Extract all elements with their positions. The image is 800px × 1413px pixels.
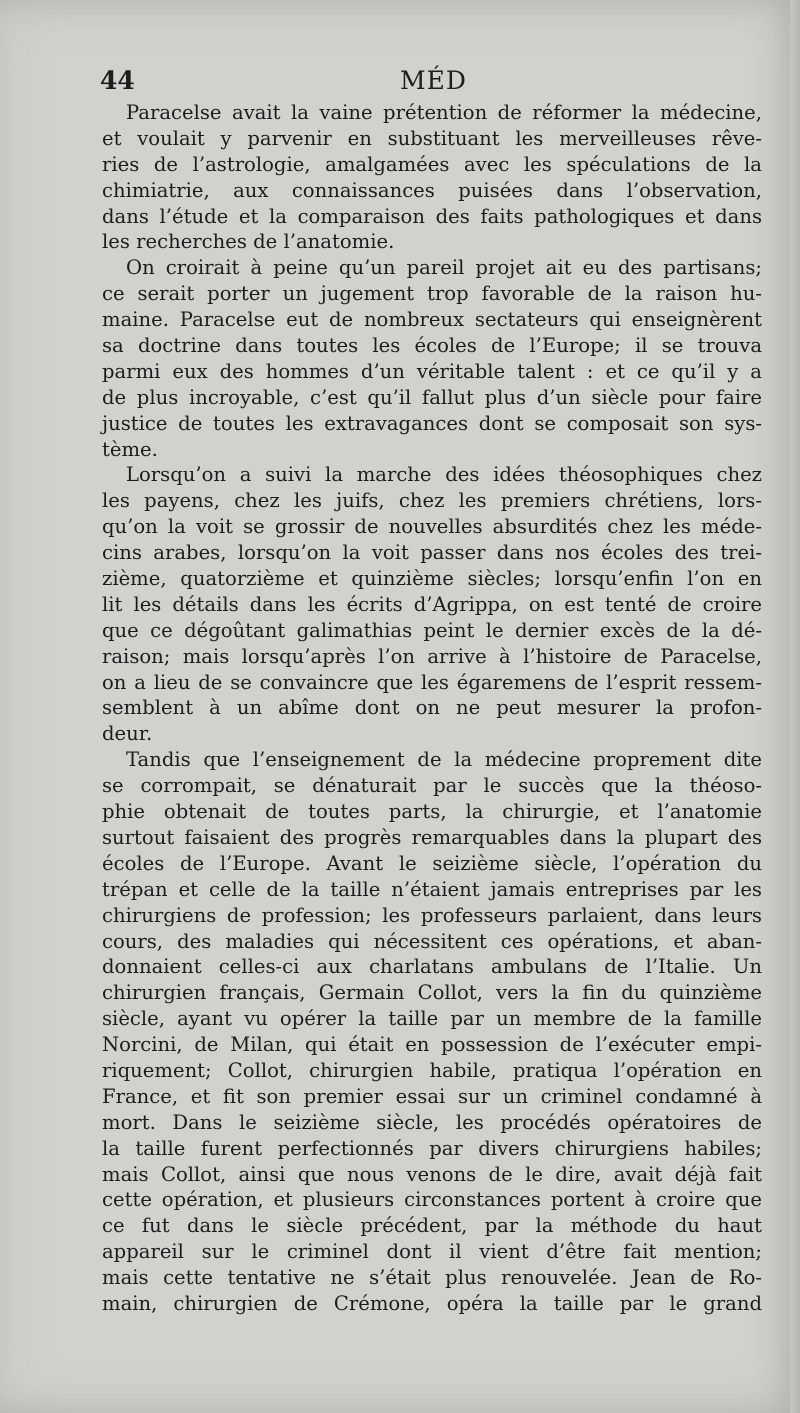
text-line: chirurgiens de profession; les professeurs parlaient, dans leurs	[102, 903, 762, 927]
text-line: Norcini, de Milan, qui était en possession de l’exécuter empi-	[102, 1033, 762, 1057]
text-line: les payens, chez les juifs, chez les premiers chrétiens, lors-	[102, 489, 762, 513]
text-line: riquement; Collot, chirurgien habile, pratiqua l’opération en	[102, 1058, 762, 1082]
body-text	[102, 100, 762, 1317]
text-line: Paracelse avait la vaine prétention de réformer la médecine,	[126, 101, 762, 124]
text-line: on a lieu de se convaincre que les égaremens de l’esprit ressem-	[102, 670, 762, 694]
paragraph	[102, 255, 762, 462]
text-line: phie obtenait de toutes parts, la chirurgie, et l’anatomie	[102, 800, 762, 824]
text-line: mais Collot, ainsi que nous venons de le dire, avait déjà fait	[102, 1162, 762, 1186]
text-line: ce serait porter un jugement trop favorable de la raison hu-	[102, 282, 762, 306]
running-head: MÉD	[400, 66, 467, 95]
text-line: que ce dégoûtant galimathias peint le dernier excès de la dé-	[102, 618, 762, 642]
page-edge-shadow	[790, 0, 800, 1413]
text-line: maine. Paracelse eut de nombreux sectateurs qui enseignèrent	[102, 308, 762, 332]
text-line: de plus incroyable, c’est qu’il fallut plus d’un siècle pour faire	[102, 385, 762, 409]
text-line: Lorsqu’on a suivi la marche des idées théosophiques chez	[126, 463, 762, 487]
text-line: cours, des maladies qui nécessitent ces opérations, et aban-	[102, 929, 762, 953]
text-line: tème.	[102, 437, 158, 461]
text-line: ries de l’astrologie, amalgamées avec les spéculations de la	[102, 152, 762, 176]
text-line: justice de toutes les extravagances dont se composait son sys-	[102, 411, 762, 435]
text-line: zième, quatorzième et quinzième siècles; lorsqu’enfin l’on en	[102, 567, 762, 591]
text-line: trépan et celle de la taille n’étaient jamais entreprises par les	[102, 877, 762, 901]
text-line: parmi eux des hommes d’un véritable talent : et ce qu’il y a	[102, 359, 762, 383]
text-line: sa doctrine dans toutes les écoles de l’Europe; il se trouva	[102, 334, 762, 358]
text-line: dans l’étude et la comparaison des faits pathologiques et dans	[102, 204, 762, 228]
text-line: la taille furent perfectionnés par divers chirurgiens habiles;	[102, 1136, 762, 1160]
text-line: chimiatrie, aux connaissances puisées dans l’observation,	[102, 178, 762, 202]
text-line: deur.	[102, 722, 153, 746]
text-line: cette opération, et plusieurs circonstances portent à croire que	[102, 1188, 762, 1212]
text-line: ce fut dans le siècle précédent, par la méthode du haut	[102, 1214, 762, 1238]
text-line: cins arabes, lorsqu’on la voit passer dans nos écoles des trei-	[102, 541, 762, 565]
text-line: Tandis que l’enseignement de la médecine proprement dite	[126, 748, 762, 772]
page-number: 44	[100, 66, 135, 95]
text-line: surtout faisaient des progrès remarquables dans la plupart des	[102, 825, 762, 849]
text-line: et voulait y parvenir en substituant les merveilleuses rêve-	[102, 126, 762, 150]
text-line: raison; mais lorsqu’après l’on arrive à l’histoire de Paracelse,	[102, 644, 762, 668]
text-line: donnaient celles-ci aux charlatans ambulans de l’Italie. Un	[102, 955, 762, 979]
text-line: France, et fit son premier essai sur un criminel condamné à	[102, 1084, 762, 1108]
page-header	[100, 66, 762, 100]
text-line: siècle, ayant vu opérer la taille par un membre de la famille	[102, 1007, 762, 1031]
paragraph	[102, 462, 762, 747]
text-line: main, chirurgien de Crémone, opéra la taille par le grand	[102, 1291, 762, 1315]
paragraph	[102, 100, 762, 255]
text-line: les recherches de l’anatomie.	[102, 230, 395, 254]
text-line: qu’on la voit se grossir de nouvelles absurdités chez les méde-	[102, 515, 762, 539]
text-line: écoles de l’Europe. Avant le seizième siècle, l’opération du	[102, 851, 762, 875]
text-line: se corrompait, se dénaturait par le succès que la théoso-	[102, 774, 762, 798]
text-line: appareil sur le criminel dont il vient d’être fait mention;	[102, 1240, 762, 1264]
text-line: mais cette tentative ne s’était plus renouvelée. Jean de Ro-	[102, 1266, 762, 1290]
text-line: chirurgien français, Germain Collot, vers la fin du quinzième	[102, 981, 762, 1005]
text-line: On croirait à peine qu’un pareil projet ait eu des partisans;	[126, 256, 762, 280]
text-line: semblent à un abîme dont on ne peut mesurer la profon-	[102, 696, 762, 720]
text-line: lit les détails dans les écrits d’Agrippa, on est tenté de croire	[102, 592, 762, 616]
text-line: mort. Dans le seizième siècle, les procédés opératoires de	[102, 1110, 762, 1134]
paragraph	[102, 747, 762, 1317]
